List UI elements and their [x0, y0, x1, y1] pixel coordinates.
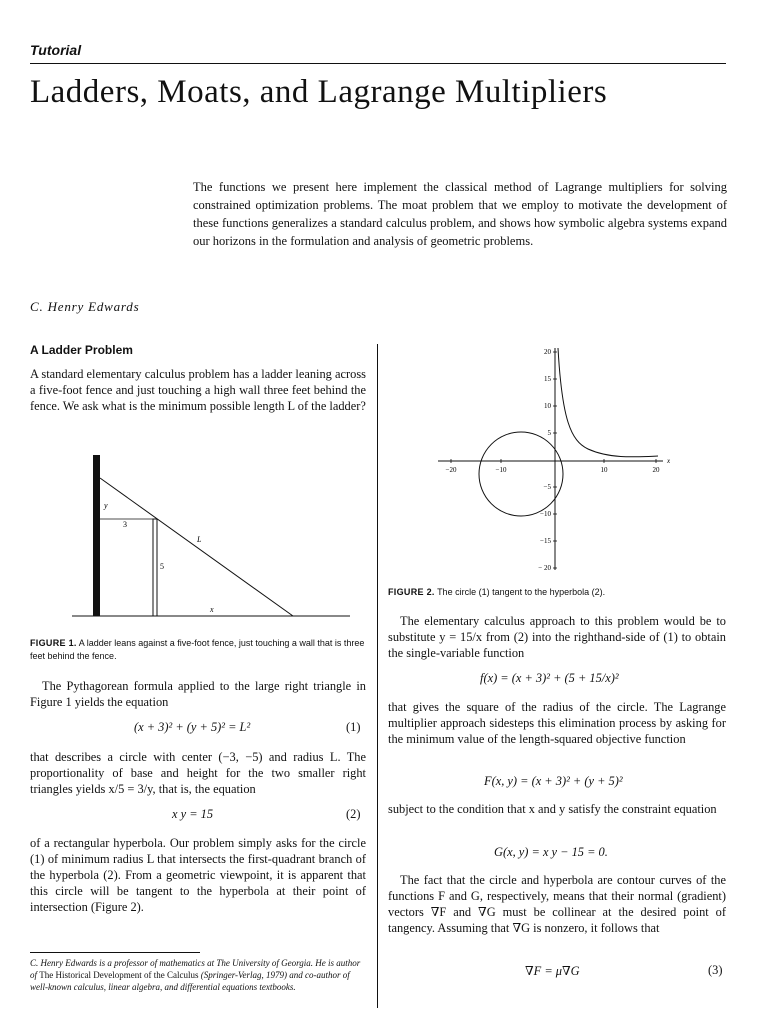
x-tick-label: −20 [445, 466, 457, 474]
header-rule [30, 63, 726, 64]
y-tick-label: 15 [544, 375, 551, 383]
figure-2-caption-label: FIGURE 2. [388, 587, 435, 597]
y-tick-label: 20 [544, 348, 551, 356]
paragraph-gradients: The fact that the circle and hyperbola are contour curves of the functions F and G, respectively, means that their normal (gradient) vectors ∇F and ∇G must be collinear at the desired point of tangency. Assuming that ∇G is nonzero, it follows that [388, 873, 726, 935]
label-y: y [104, 501, 108, 510]
equation-F: F(x, y) = (x + 3)² + (y + 5)² [484, 774, 623, 788]
equation-G: G(x, y) = x y − 15 = 0. [494, 845, 608, 859]
author-footnote [30, 957, 366, 993]
figure-2-plot [438, 342, 678, 576]
paragraph-hyperbola: of a rectangular hyperbola. Our problem simply asks for the circle (1) of minimum radius L that intersects the first-quadrant branch of the hyperbola (2). From a geometric viewpoint, it is apparent that this circle will be tangent to the hyperbola at their point of intersection (Figure 2). [30, 836, 366, 914]
circle-curve [479, 432, 563, 516]
paragraph-circle: that describes a circle with center (−3, −5) and radius L. The proportionality of base and height for the two smaller right triangles yields x/5 = 3/y, that is, the equation [30, 750, 366, 796]
ladder-line [100, 478, 293, 616]
label-5: 5 [160, 562, 164, 571]
column-divider [377, 344, 378, 1008]
x-axis-label: x [667, 457, 671, 465]
equation-2: x y = 15 [172, 807, 214, 821]
footnote-part-1: C. Henry Edwards is a professor of mathematics at The University of Georgia. He is author of [30, 958, 361, 980]
section-heading: A Ladder Problem [30, 343, 133, 357]
wall [93, 455, 100, 616]
equation-3-number: (3) [708, 963, 723, 977]
figure-2-caption-text: The circle (1) tangent to the hyperbola (2). [437, 587, 606, 597]
equation-f: f(x) = (x + 3)² + (5 + 15/x)² [480, 671, 619, 685]
equation-1-number: (1) [346, 720, 361, 734]
x-tick-label: 20 [652, 466, 660, 474]
figure-1-caption-text: A ladder leans against a five-foot fence, just touching a wall that is three feet behind the fence. [30, 638, 365, 661]
y-tick-label: 5 [547, 429, 551, 437]
y-ticks [538, 348, 557, 572]
paragraph-pythagorean: The Pythagorean formula applied to the large right triangle in Figure 1 yields the equation [30, 679, 366, 709]
y-tick-label: −10 [540, 510, 551, 518]
equation-2-number: (2) [346, 807, 361, 821]
footnote-rule [30, 952, 200, 953]
x-tick-label: 10 [600, 466, 608, 474]
y-tick-label: −15 [540, 537, 551, 545]
figure-2-caption [388, 586, 726, 599]
fence [153, 519, 157, 616]
equation-3: ∇F = μ∇G [525, 964, 580, 978]
abstract: The functions we present here implement the classical method of Lagrange multipliers for solving constrained optimization problems. The moat problem that we employ to motivate the development of these functions generalizes a standard calculus problem, and shows how symbolic algebra systems expand our horizons in the formulation and analysis of geometric problems. [193, 180, 727, 248]
figure-1-ladder-diagram [60, 450, 360, 625]
x-tick-label: −10 [495, 466, 507, 474]
footnote-book-title: The Historical Development of the Calculus [39, 970, 199, 980]
label-3: 3 [123, 520, 127, 529]
article-title: Ladders, Moats, and Lagrange Multipliers [30, 74, 608, 110]
paragraph-constraint: subject to the condition that x and y satisfy the constraint equation [388, 802, 717, 816]
section-label: Tutorial [30, 42, 82, 58]
paragraph-lagrange: that gives the square of the radius of the circle. The Lagrange multiplier approach sidesteps this elimination process by asking for the minimum value of the length-squared objective function [388, 700, 726, 746]
paragraph-ladder-intro: A standard elementary calculus problem has a ladder leaning across a five-foot fence and just touching a high wall three feet behind the fence. We ask what is the minimum possible length L of the ladder? [30, 367, 366, 413]
label-L: L [197, 535, 202, 544]
y-tick-label: 10 [544, 402, 551, 410]
figure-1-caption-label: FIGURE 1. [30, 638, 77, 648]
author-name: C. Henry Edwards [30, 299, 140, 314]
paragraph-elementary-approach: The elementary calculus approach to this problem would be to substitute y = 15/x from (2) into the righthand-side of (1) to obtain the single-variable function [388, 614, 726, 660]
hyperbola-curve [558, 348, 658, 457]
equation-1: (x + 3)² + (y + 5)² = L² [134, 720, 251, 734]
y-tick-label: − 20 [538, 564, 551, 572]
figure-1-caption [30, 637, 366, 663]
y-tick-label: −5 [543, 483, 551, 491]
footnote-part-2: (Springer-Verlag, 1979) and co-author of well-known calculus, linear algebra, and differential equations textbooks. [30, 970, 350, 992]
label-x: x [210, 605, 214, 614]
